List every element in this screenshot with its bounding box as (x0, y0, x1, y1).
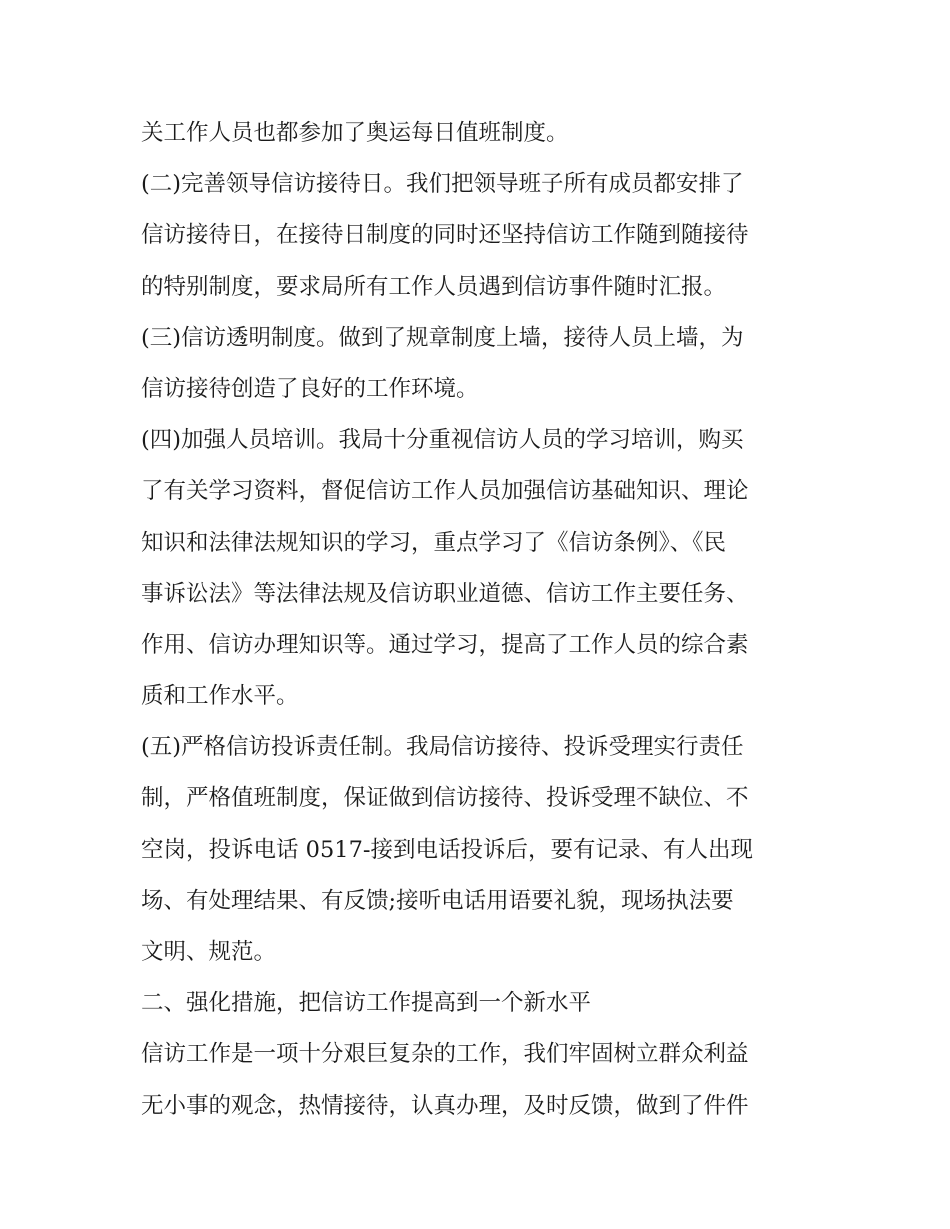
text-line: 作用、信访办理知识等。通过学习，提高了工作人员的综合素 (141, 631, 749, 658)
text-line: 事诉讼法》等法律法规及信访职业道德、信访工作主要任务、 (141, 580, 749, 607)
text-line: 的特别制度，要求局所有工作人员遇到信访事件随时汇报。 (141, 273, 727, 300)
text-line: (三)信访透明制度。做到了规章制度上墙，接待人员上墙，为 (141, 324, 744, 351)
text-line: 关工作人员也都参加了奥运每日值班制度。 (141, 120, 569, 146)
text-line: 信访接待创造了良好的工作环境。 (141, 375, 479, 402)
text-line: 空岗，投诉电话 0517-接到电话投诉后，要有记录、有人出现 (141, 836, 754, 863)
text-line: 信访接待日，在接待日制度的同时还坚持信访工作随到随接待 (141, 222, 749, 249)
text-line: (四)加强人员培训。我局十分重视信访人员的学习培训，购买 (141, 427, 744, 454)
document-body (141, 108, 821, 1132)
text-line: 信访工作是一项十分艰巨复杂的工作，我们牢固树立群众利益 (141, 1041, 749, 1068)
text-line: 制，严格值班制度，保证做到信访接待、投诉受理不缺位、不 (141, 785, 749, 812)
text-line: 场、有处理结果、有反馈;接听电话用语要礼貌，现场执法要 (141, 887, 734, 914)
text-line: 知识和法律法规知识的学习，重点学习了《信访条例》、《民 (141, 529, 727, 556)
text-line: 无小事的观念，热情接待，认真办理，及时反馈，做到了件件 (141, 1092, 749, 1119)
text-line: 文明、规范。 (141, 939, 277, 965)
section-heading: 二、强化措施，把信访工作提高到一个新水平 (141, 990, 592, 1017)
text-line: 质和工作水平。 (141, 683, 299, 710)
text-line: 了有关学习资料，督促信访工作人员加强信访基础知识、理论 (141, 478, 749, 505)
text-line: (二)完善领导信访接待日。我们把领导班子所有成员都安排了 (141, 171, 744, 198)
text-line: (五)严格信访投诉责任制。我局信访接待、投诉受理实行责任 (141, 734, 744, 761)
